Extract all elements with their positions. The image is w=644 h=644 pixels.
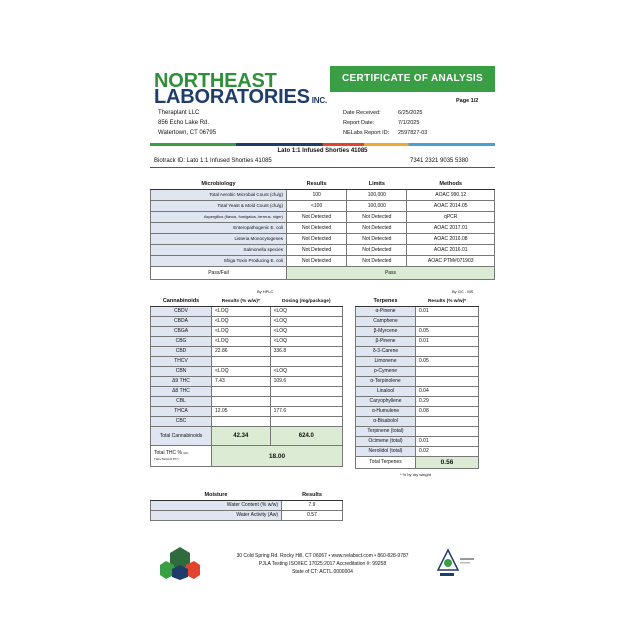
result-cell xyxy=(416,317,479,327)
analyte-name: CBDA xyxy=(151,317,212,327)
result-cell: 0.57 xyxy=(282,511,343,521)
table-row xyxy=(356,337,479,347)
report-meta-labels xyxy=(343,108,389,138)
method-cell: AOAC 2016.01 xyxy=(407,245,495,256)
footer-state-license: State of CT: ACTL.0000004 xyxy=(292,569,353,575)
terpene-name: p-Cymene xyxy=(356,367,416,377)
method-cell: AOAC 990.12 xyxy=(407,190,495,201)
total-terpenes-label: Total Terpenes xyxy=(356,457,416,469)
divider xyxy=(150,167,495,168)
table-row xyxy=(356,397,479,407)
date-received-value: 6/25/2025 xyxy=(398,110,423,116)
table-row xyxy=(356,417,479,427)
table-row xyxy=(151,417,343,427)
analyte-name: CBN xyxy=(151,367,212,377)
footer-accreditation: PJLA Testing ISO/IEC 17025:2017 Accreditation #: 99258 xyxy=(258,561,387,567)
moisture-name: Water Content (% w/w) xyxy=(151,501,282,511)
terpene-name: Camphene xyxy=(356,317,416,327)
date-received-label: Date Received: xyxy=(343,110,381,116)
table-row xyxy=(151,223,495,234)
table-row xyxy=(356,377,479,387)
table-row xyxy=(151,511,343,521)
report-date-label: Report Date: xyxy=(343,120,375,126)
test-name: Listeria Monocytogenes xyxy=(151,234,287,245)
dosing-cell: <LOQ xyxy=(270,317,342,327)
report-date-value: 7/1/2025 xyxy=(398,120,420,126)
table-row xyxy=(151,212,495,223)
report-id-value: 2597827-03 xyxy=(398,130,428,136)
table-row xyxy=(356,307,479,317)
total-dosing: 624.0 xyxy=(270,427,342,446)
table-row xyxy=(151,256,495,267)
result-cell: 0.02 xyxy=(416,447,479,457)
dosing-cell: <LOQ xyxy=(270,367,342,377)
product-name: Lato 1:1 Infused Shorties 41085 xyxy=(277,148,368,154)
result-cell: 7.9 xyxy=(282,501,343,511)
result-cell: Not Detected xyxy=(287,245,347,256)
table-row xyxy=(356,347,479,357)
table-row xyxy=(356,447,479,457)
result-cell: <LOQ xyxy=(212,337,271,347)
terpene-name: δ-3-Carene xyxy=(356,347,416,357)
biotrack-label: Biotrack ID: Lato 1:1 Infused Shorties 41085 xyxy=(154,158,272,164)
result-cell: 0.05 xyxy=(416,327,479,337)
limit-cell: Not Detected xyxy=(347,256,407,267)
company-logo-line2 xyxy=(154,86,327,109)
logo-suffix: INC. xyxy=(311,96,327,105)
analyte-name: Δ9 THC xyxy=(151,377,212,387)
analyte-name: THCA xyxy=(151,407,212,417)
total-thc-row xyxy=(151,446,343,467)
limit-cell: Not Detected xyxy=(347,234,407,245)
terpene-name: Linalool xyxy=(356,387,416,397)
test-name: Enteropathogenic E. coli xyxy=(151,223,287,234)
table-row xyxy=(151,377,343,387)
col-header: Methods xyxy=(407,179,495,190)
limit-cell: 100,000 xyxy=(347,190,407,201)
col-header: Dosing (mg/package) xyxy=(270,296,342,307)
biotrack-id: 7341 2321 9035 5380 xyxy=(410,158,469,164)
table-row xyxy=(151,387,343,397)
table-row xyxy=(356,317,479,327)
pass-fail-label: Pass/Fail xyxy=(151,267,287,280)
terpene-name: Ocimene (total) xyxy=(356,437,416,447)
table-row xyxy=(356,427,479,437)
col-header: Moisture xyxy=(151,490,282,501)
company-logo-line1: NORTHEAST xyxy=(154,70,277,92)
method-cell: qPCR xyxy=(407,212,495,223)
dry-weight-note: * % by dry weight xyxy=(400,472,431,477)
table-row xyxy=(151,327,343,337)
page-number: Page 1/2 xyxy=(456,98,479,104)
table-row xyxy=(356,367,479,377)
test-name: Salmonella species xyxy=(151,245,287,256)
method-cell: AOAC 2017.01 xyxy=(407,223,495,234)
pass-fail-row xyxy=(151,267,495,280)
client-street: 856 Echo Lake Rd. xyxy=(158,120,210,126)
dosing-cell xyxy=(270,387,342,397)
method-cell: AOAC PTM#071903 xyxy=(407,256,495,267)
col-header: Results xyxy=(287,179,347,190)
report-id-label: NELabs Report ID: xyxy=(343,130,390,136)
table-row xyxy=(151,234,495,245)
result-cell: <LOQ xyxy=(212,317,271,327)
cannabinoids-table xyxy=(150,296,343,467)
analyte-name: CBC xyxy=(151,417,212,427)
terpene-name: Terpinene (total) xyxy=(356,427,416,437)
terpene-name: α-Humulene xyxy=(356,407,416,417)
col-header: Results (% w/w)* xyxy=(416,296,479,307)
moisture-table xyxy=(150,490,343,521)
col-header: Limits xyxy=(347,179,407,190)
table-row xyxy=(356,357,479,367)
result-cell: Not Detected xyxy=(287,234,347,245)
result-cell: 0.08 xyxy=(416,407,479,417)
method-cell: AOAC 2016.08 xyxy=(407,234,495,245)
total-label: Total Cannabinoids xyxy=(151,427,212,446)
test-name: Total Aerobic Microbial Count (cfu/g) xyxy=(151,190,287,201)
result-cell xyxy=(416,367,479,377)
test-name: Total Yeast & Mold Count (cfu/g) xyxy=(151,201,287,212)
total-terpenes-row xyxy=(356,457,479,469)
limit-cell: Not Detected xyxy=(347,223,407,234)
color-divider xyxy=(150,143,495,146)
thc-formula: (Δ9-THC+THCA×0.877) xyxy=(154,451,189,461)
terpene-name: β-Pinene xyxy=(356,337,416,347)
terpene-name: Limonene xyxy=(356,357,416,367)
table-row xyxy=(356,437,479,447)
pass-fail-value: Pass xyxy=(287,267,495,280)
result-cell: <100 xyxy=(287,201,347,212)
analyte-name: CBL xyxy=(151,397,212,407)
col-header: Results xyxy=(282,490,343,501)
dosing-cell: 336.8 xyxy=(270,347,342,357)
table-row xyxy=(151,307,343,317)
report-meta-values xyxy=(398,108,427,138)
dosing-cell xyxy=(270,417,342,427)
thc-label-text: Total THC % xyxy=(154,450,182,456)
moisture-name: Water Activity (Aw) xyxy=(151,511,282,521)
terpenes-table xyxy=(355,296,479,469)
col-header: Microbiology xyxy=(151,179,287,190)
col-header: Results (% w/w)* xyxy=(212,296,271,307)
test-name: Shiga Toxin Producing E. coli xyxy=(151,256,287,267)
dosing-cell xyxy=(270,397,342,407)
analyte-name: CBGA xyxy=(151,327,212,337)
result-cell: 0.01 xyxy=(416,337,479,347)
analyte-name: Δ8 THC xyxy=(151,387,212,397)
result-cell xyxy=(212,357,271,367)
total-terpenes-value: 0.56 xyxy=(416,457,479,469)
table-row xyxy=(151,407,343,417)
table-row xyxy=(356,407,479,417)
result-cell: Not Detected xyxy=(287,223,347,234)
table-row xyxy=(151,357,343,367)
dosing-cell: 109.6 xyxy=(270,377,342,387)
terpene-name: β-Myrcene xyxy=(356,327,416,337)
result-cell xyxy=(212,387,271,397)
terpene-name: Nerolidol (total) xyxy=(356,447,416,457)
limit-cell: 100,000 xyxy=(347,201,407,212)
dosing-cell: <LOQ xyxy=(270,327,342,337)
total-thc-value: 18.00 xyxy=(212,446,343,467)
pjla-badge xyxy=(436,548,476,578)
terpene-name: α-Bisabolol xyxy=(356,417,416,427)
result-cell: 100 xyxy=(287,190,347,201)
result-cell: <LOQ xyxy=(212,367,271,377)
total-result: 42.34 xyxy=(212,427,271,446)
table-row xyxy=(151,501,343,511)
dosing-cell: <LOQ xyxy=(270,337,342,347)
test-name: Aspergillus (flavus, fumigatus, terreus, niger) xyxy=(151,212,287,223)
result-cell xyxy=(416,377,479,387)
table-row xyxy=(151,367,343,377)
table-row xyxy=(151,245,495,256)
table-row xyxy=(151,337,343,347)
dosing-cell: <LOQ xyxy=(270,307,342,317)
table-row xyxy=(151,201,495,212)
analyte-name: CBG xyxy=(151,337,212,347)
hplc-method-note: By HPLC xyxy=(257,289,274,294)
result-cell: <LOQ xyxy=(212,327,271,337)
col-header: Cannabinoids xyxy=(151,296,212,307)
analyte-name: CBD xyxy=(151,347,212,357)
microbiology-table xyxy=(150,179,495,280)
result-cell: 0.01 xyxy=(416,307,479,317)
result-cell: 0.04 xyxy=(416,387,479,397)
method-cell: AOAC 2014.05 xyxy=(407,201,495,212)
result-cell: <LOQ xyxy=(212,307,271,317)
dosing-cell: 177.6 xyxy=(270,407,342,417)
gcms-method-note: By GC - MS xyxy=(452,289,474,294)
total-thc-label xyxy=(151,446,212,467)
total-cannabinoids-row xyxy=(151,427,343,446)
limit-cell: Not Detected xyxy=(347,245,407,256)
terpene-name: Caryophyllene xyxy=(356,397,416,407)
footer-contact: 30 Cold Spring Rd. Rocky Hill, CT 06067 • www.nelabsct.com • 860-828-9787 xyxy=(236,553,409,559)
result-cell xyxy=(212,417,271,427)
terpene-name: α-Terpinolene xyxy=(356,377,416,387)
limit-cell: Not Detected xyxy=(347,212,407,223)
result-cell: 0.29 xyxy=(416,397,479,407)
dosing-cell xyxy=(270,357,342,367)
result-cell: Not Detected xyxy=(287,212,347,223)
result-cell xyxy=(416,427,479,437)
document-title: CERTIFICATE OF ANALYSIS xyxy=(330,66,495,92)
client-address xyxy=(158,108,216,138)
result-cell: Not Detected xyxy=(287,256,347,267)
result-cell: 22.86 xyxy=(212,347,271,357)
logo-text: LABORATORIES xyxy=(154,86,310,108)
analyte-name: THCV xyxy=(151,357,212,367)
table-row xyxy=(151,347,343,357)
analyte-name: CBDV xyxy=(151,307,212,317)
table-row xyxy=(151,317,343,327)
client-name: Theraplant LLC xyxy=(158,110,200,116)
client-city: Watertown, CT 06795 xyxy=(158,130,217,136)
result-cell xyxy=(416,417,479,427)
table-row xyxy=(151,397,343,407)
result-cell xyxy=(416,347,479,357)
terpene-name: α-Pinene xyxy=(356,307,416,317)
table-row xyxy=(151,190,495,201)
result-cell: 7.43 xyxy=(212,377,271,387)
table-row xyxy=(356,387,479,397)
result-cell xyxy=(212,397,271,407)
col-header: Terpenes xyxy=(356,296,416,307)
result-cell: 0.01 xyxy=(416,437,479,447)
table-row xyxy=(356,327,479,337)
result-cell: 12.05 xyxy=(212,407,271,417)
pjla-accreditation-icon xyxy=(436,548,476,578)
result-cell: 0.05 xyxy=(416,357,479,367)
